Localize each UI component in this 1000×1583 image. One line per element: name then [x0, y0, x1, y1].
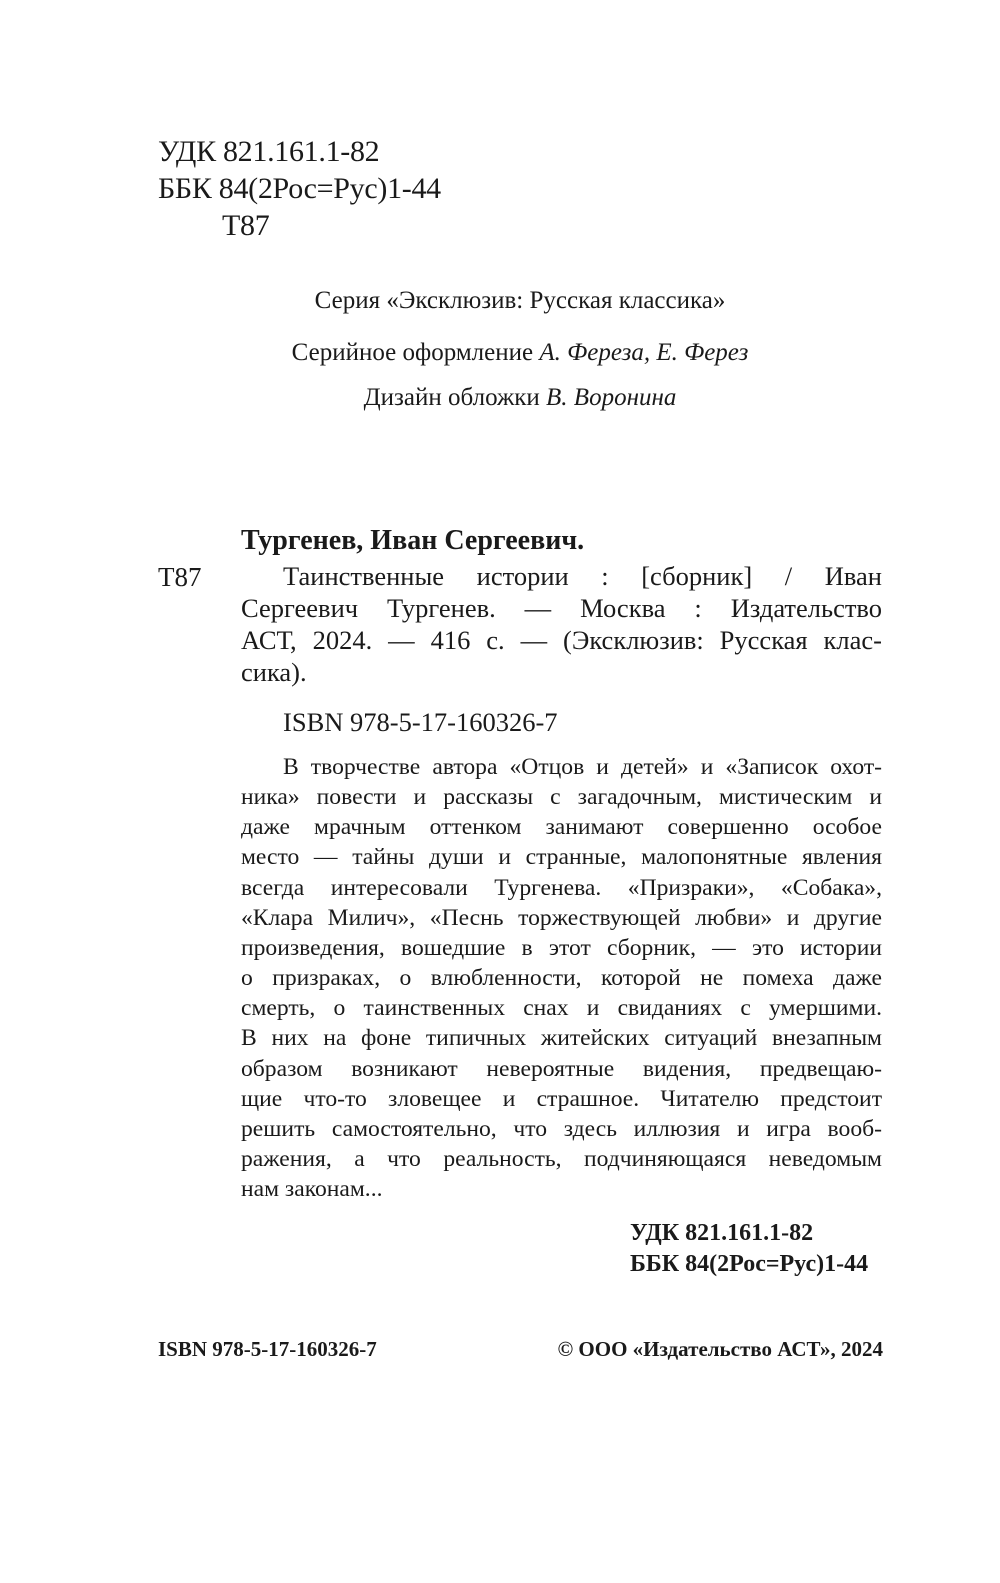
annotation-line: смерть, о таинственных снах и свиданиях с умершими. [241, 995, 882, 1022]
catalog-isbn: ISBN 978-5-17-160326-7 [283, 707, 558, 737]
cover-design-line [0, 383, 1000, 413]
catalog-author: Тургенев, Иван Сергеевич. [241, 525, 585, 556]
catalog-author-mark: Т87 [158, 562, 202, 592]
series-design-names: А. Фереза, Е. Ферез [539, 339, 749, 366]
series-line: Серия «Эксклюзив: Русская классика» [314, 287, 726, 314]
footer-copyright: © ООО «Издательство АСТ», 2024 [557, 1337, 883, 1361]
annotation-line: ника» повести и рассказы с загадочным, мистическим и [241, 784, 882, 811]
bbk-code-top: ББК 84(2Рос=Рус)1-44 [158, 172, 441, 205]
annotation [241, 752, 882, 1204]
annotation-line: образом возникают невероятные видения, предвещаю- [241, 1055, 882, 1082]
bbk-code-bottom: ББК 84(2Рос=Рус)1-44 [630, 1251, 869, 1277]
annotation-line: о призраках, о влюбленности, которой не помеха даже [241, 965, 882, 992]
catalog-description-line: АСТ, 2024. — 416 с. — (Эксклюзив: Русская клас- [241, 625, 882, 655]
footer-isbn: ISBN 978-5-17-160326-7 [158, 1337, 377, 1361]
annotation-line: В творчестве автора «Отцов и детей» и «Записок охот- [283, 754, 882, 780]
udk-code-bottom: УДК 821.161.1-82 [630, 1220, 814, 1246]
annotation-line: ражения, а что реальность, подчиняющаяся неведомым [241, 1146, 882, 1173]
annotation-line: нам законам... [241, 1176, 383, 1203]
catalog-description [241, 560, 882, 688]
series-design-label: Серийное оформление [291, 339, 540, 366]
annotation-line: решить самостоятельно, что здесь иллюзия и игра вооб- [241, 1115, 882, 1142]
catalog-description-line: Таинственные истории : [сборник] / Иван [283, 561, 882, 591]
annotation-line: «Клара Милич», «Песнь торжествующей любви» и другие [241, 904, 882, 931]
catalog-description-line: сика). [241, 657, 307, 687]
annotation-line: произведения, вошедшие в этот сборник, — это истории [241, 934, 882, 961]
annotation-line: В них на фоне типичных житейских ситуаций внезапным [241, 1025, 882, 1052]
cover-design-name: В. Воронина [546, 384, 677, 411]
series-design-line [0, 338, 1000, 368]
annotation-line: место — тайны души и странные, малопонятные явления [241, 844, 882, 871]
annotation-line: даже мрачным оттенком занимают совершенно особое [241, 814, 882, 841]
cover-design-label: Дизайн обложки [363, 384, 547, 411]
author-mark-top: Т87 [222, 209, 270, 242]
annotation-line: всегда интересовали Тургенева. «Призраки», «Собака», [241, 874, 882, 901]
udk-code-top: УДК 821.161.1-82 [158, 135, 380, 168]
annotation-line: щие что-то зловещее и страшное. Читателю предстоит [241, 1085, 882, 1112]
catalog-description-line: Сергеевич Тургенев. — Москва : Издательство [241, 593, 882, 623]
